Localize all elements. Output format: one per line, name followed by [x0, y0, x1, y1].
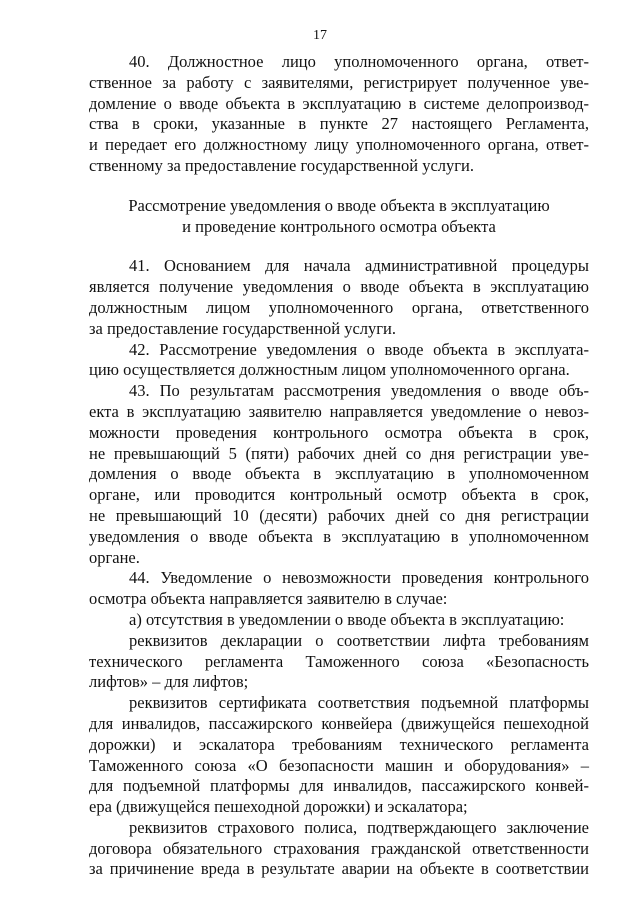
text-line: ера (движущейся пешеходной дорожки) и эскалатора; [89, 797, 468, 817]
text-line: ственному за предоставление государственной услуги. [89, 155, 474, 175]
text-line: реквизитов декларации о соответствии лифта требованиям [129, 630, 589, 650]
paragraph-40 [89, 52, 589, 177]
text-line: реквизитов сертификата соответствия подъемной платформы [129, 693, 589, 713]
text-line: 44. Уведомление о невозможности проведения контрольного [129, 568, 589, 588]
text-line: за причинение вреда в результате аварии на объекте в соответствии [89, 859, 589, 879]
text-line: екта в эксплуатацию заявителю направляется уведомление о невоз- [89, 401, 589, 421]
text-line: и передает его должностному лицу уполномоченного органа, ответ- [89, 135, 589, 155]
text-line: лифтов» – для лифтов; [89, 672, 249, 692]
text-line: 42. Рассмотрение уведомления о вводе объекта в эксплуата- [129, 339, 589, 359]
text-line: Таможенного союза «О безопасности машин и оборудования» – [89, 755, 589, 775]
text-line: 41. Основанием для начала административной процедуры [129, 256, 589, 276]
text-line: не превышающий 10 (десяти) рабочих дней со дня регистрации [89, 505, 589, 525]
text-line: ства в сроки, указанные в пункте 27 настоящего Регламента, [89, 114, 589, 134]
paragraph-41 [89, 256, 589, 339]
text-line: должностным лицом уполномоченного органа, ответственного [89, 297, 589, 317]
text-line: цию осуществляется должностным лицом уполномоченного органа. [89, 360, 570, 380]
text-line: осмотра объекта направляется заявителю в случае: [89, 589, 448, 609]
document-body [89, 52, 589, 880]
text-line: органе, или проводится контрольный осмотр объекта в срок, [89, 485, 589, 505]
text-line: является получение уведомления о вводе объекта в эксплуатацию [89, 277, 589, 297]
text-line: ственное за работу с заявителями, регистрирует полученное уве- [89, 72, 589, 92]
text-line: уведомления о вводе объекта в эксплуатацию в уполномоченном [89, 526, 589, 546]
paragraph-43 [89, 381, 589, 568]
item-a [89, 610, 589, 631]
text-line: домление о вводе объекта в эксплуатацию в системе делопроизвод- [89, 93, 589, 113]
sub-item-certificate [89, 693, 589, 818]
sub-item-insurance [89, 818, 589, 880]
paragraph-44 [89, 568, 589, 610]
sub-item-declaration [89, 631, 589, 693]
text-line: 40. Должностное лицо уполномоченного органа, ответ- [129, 52, 589, 71]
text-line: 43. По результатам рассмотрения уведомления о вводе объ- [129, 381, 589, 401]
text-line: реквизитов страхового полиса, подтверждающего заключение [129, 817, 589, 837]
text-line: не превышающий 5 (пяти) рабочих дней со дня регистрации уве- [89, 443, 589, 463]
heading-line: Рассмотрение уведомления о вводе объекта в эксплуатацию [128, 195, 550, 215]
text-line: договора обязательного страхования гражданской ответственности [89, 838, 589, 858]
text-line: дорожки) и эскалатора требованиям технического регламента [89, 734, 589, 754]
text-line: домления о вводе объекта в эксплуатацию в уполномоченном [89, 464, 589, 484]
text-line: а) отсутствия в уведомлении о вводе объекта в эксплуатацию: [129, 609, 565, 629]
text-line: можности проведения контрольного осмотра объекта в срок, [89, 422, 589, 442]
text-line: за предоставление государственной услуги. [89, 318, 397, 338]
text-line: органе. [89, 547, 140, 567]
text-line: для инвалидов, пассажирского конвейера (движущейся пешеходной [89, 713, 589, 733]
paragraph-42 [89, 340, 589, 382]
heading-line: и проведение контрольного осмотра объекта [182, 216, 496, 236]
text-line: для подъемной платформы для инвалидов, пассажирского конвей- [89, 776, 589, 796]
page-number: 17 [313, 28, 327, 43]
section-heading [89, 196, 589, 238]
text-line: технического регламента Таможенного союза «Безопасность [89, 651, 589, 671]
